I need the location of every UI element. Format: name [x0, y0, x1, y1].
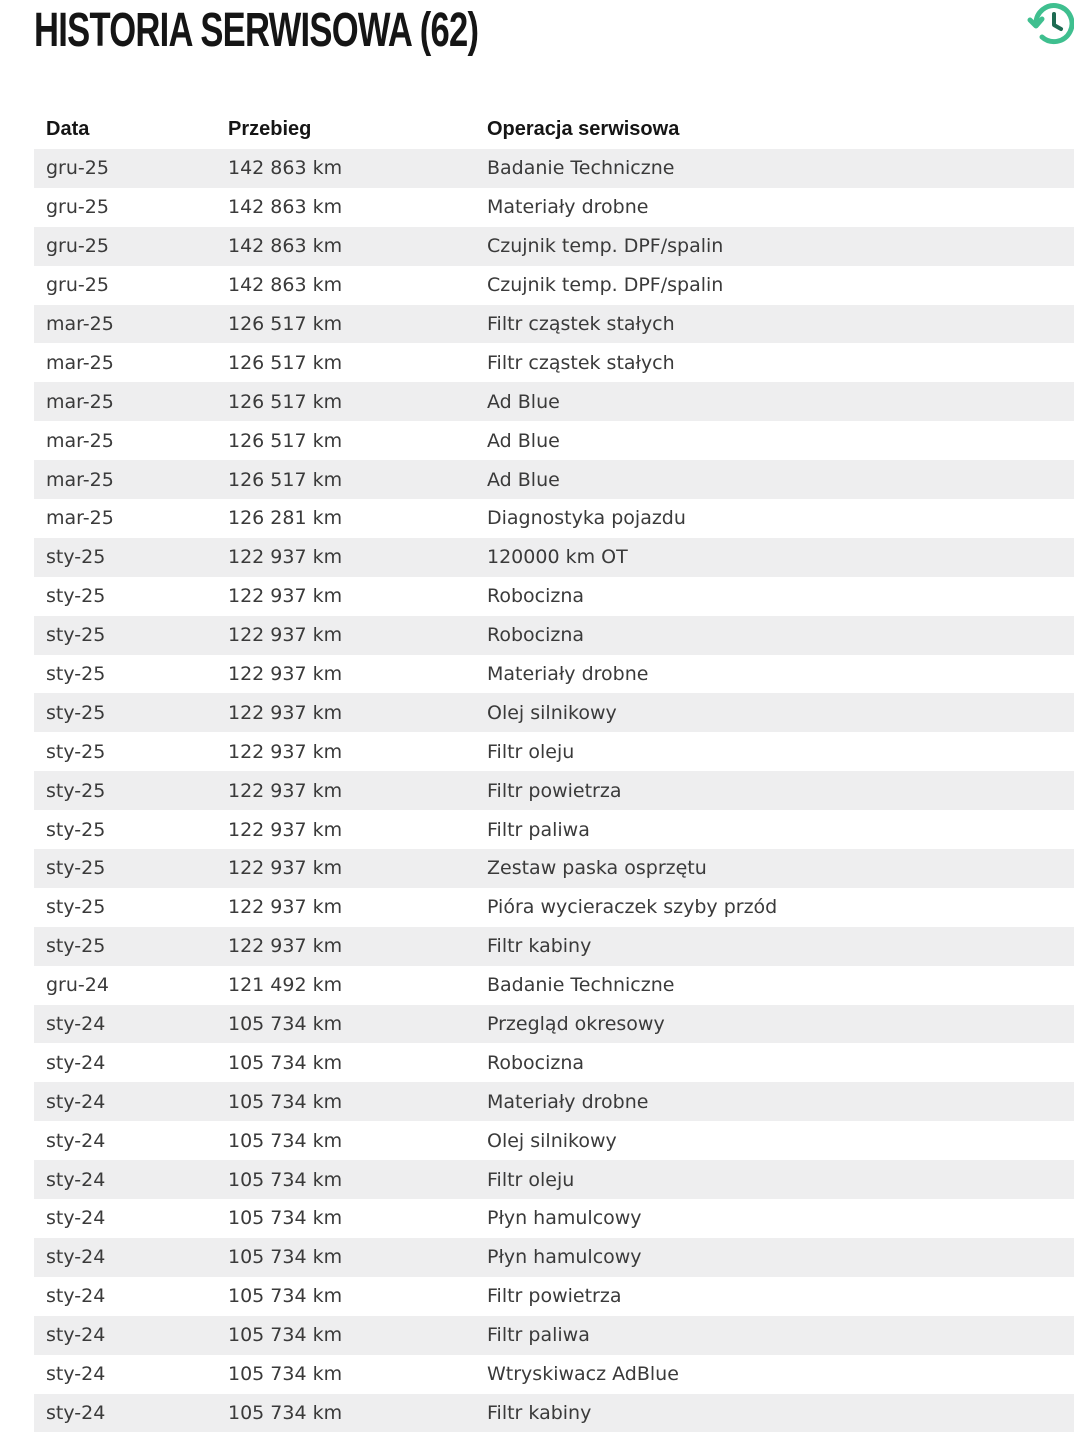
row-date: sty-24: [46, 1013, 106, 1036]
row-date: sty-25: [46, 818, 106, 841]
table-header: [34, 110, 1074, 149]
row-date: gru-24: [46, 974, 109, 997]
table-row: [34, 693, 1074, 732]
row-mileage: 142 863 km: [228, 157, 343, 180]
table-row: [34, 849, 1074, 888]
page-title: HISTORIA SERWISOWA (62): [34, 4, 479, 57]
row-date: sty-24: [46, 1285, 106, 1308]
row-operation: Filtr oleju: [487, 740, 575, 763]
row-operation: Wtryskiwacz AdBlue: [487, 1363, 679, 1386]
row-mileage: 126 517 km: [228, 390, 343, 413]
table-row: [34, 1394, 1074, 1433]
row-date: mar-25: [46, 390, 114, 413]
row-mileage: 122 937 km: [228, 585, 343, 608]
table-row: [34, 1316, 1074, 1355]
row-operation: Badanie Techniczne: [487, 974, 675, 997]
table-row: [34, 966, 1074, 1005]
row-date: sty-25: [46, 546, 106, 569]
row-mileage: 105 734 km: [228, 1324, 343, 1347]
row-mileage: 105 734 km: [228, 1401, 343, 1424]
row-mileage: 122 937 km: [228, 740, 343, 763]
table-body: [34, 149, 1074, 1432]
row-date: gru-25: [46, 274, 109, 297]
row-operation: Ad Blue: [487, 390, 560, 413]
table-row: [34, 732, 1074, 771]
table-row: [34, 927, 1074, 966]
row-mileage: 122 937 km: [228, 546, 343, 569]
row-mileage: 122 937 km: [228, 663, 343, 686]
row-operation: Robocizna: [487, 585, 585, 608]
row-mileage: 126 281 km: [228, 507, 343, 530]
row-mileage: 105 734 km: [228, 1090, 343, 1113]
table-row: [34, 1005, 1074, 1044]
row-operation: Czujnik temp. DPF/spalin: [487, 235, 724, 258]
row-date: gru-25: [46, 235, 109, 258]
row-operation: Olej silnikowy: [487, 1129, 617, 1152]
table-row: [34, 1160, 1074, 1199]
header-operation: Operacja serwisowa: [487, 118, 680, 140]
row-mileage: 105 734 km: [228, 1168, 343, 1191]
row-operation: Ad Blue: [487, 468, 560, 491]
row-mileage: 126 517 km: [228, 351, 343, 374]
table-row: [34, 266, 1074, 305]
table-row: [34, 538, 1074, 577]
table-row: [34, 655, 1074, 694]
row-mileage: 122 937 km: [228, 701, 343, 724]
row-mileage: 122 937 km: [228, 818, 343, 841]
table-row: [34, 616, 1074, 655]
row-mileage: 105 734 km: [228, 1363, 343, 1386]
row-mileage: 122 937 km: [228, 624, 343, 647]
row-date: mar-25: [46, 351, 114, 374]
row-mileage: 105 734 km: [228, 1013, 343, 1036]
row-date: gru-25: [46, 196, 109, 219]
table-row: [34, 1082, 1074, 1121]
row-mileage: 105 734 km: [228, 1285, 343, 1308]
table-row: [34, 460, 1074, 499]
row-operation: Robocizna: [487, 1051, 585, 1074]
row-operation: Robocizna: [487, 624, 585, 647]
service-history-table: [34, 110, 1074, 1432]
row-date: sty-24: [46, 1051, 106, 1074]
row-operation: Czujnik temp. DPF/spalin: [487, 274, 724, 297]
row-date: sty-24: [46, 1207, 106, 1230]
table-row: [34, 1199, 1074, 1238]
row-mileage: 126 517 km: [228, 468, 343, 491]
row-operation: Zestaw paska osprzętu: [487, 857, 707, 880]
table-row: [34, 1277, 1074, 1316]
row-mileage: 126 517 km: [228, 429, 343, 452]
row-operation: Olej silnikowy: [487, 701, 617, 724]
header-mileage: Przebieg: [228, 118, 312, 140]
row-mileage: 122 937 km: [228, 896, 343, 919]
row-mileage: 142 863 km: [228, 196, 343, 219]
table-row: [34, 188, 1074, 227]
table-row: [34, 305, 1074, 344]
table-row: [34, 1121, 1074, 1160]
row-operation: Materiały drobne: [487, 663, 649, 686]
row-mileage: 142 863 km: [228, 235, 343, 258]
row-operation: Materiały drobne: [487, 1090, 649, 1113]
row-operation: Przegląd okresowy: [487, 1013, 665, 1036]
row-operation: Filtr cząstek stałych: [487, 313, 675, 335]
table-row: [34, 1043, 1074, 1082]
row-date: sty-24: [46, 1324, 106, 1347]
row-operation: Filtr paliwa: [487, 818, 590, 841]
row-operation: Filtr kabiny: [487, 935, 592, 958]
table-row: [34, 810, 1074, 849]
row-date: sty-25: [46, 935, 106, 958]
row-date: sty-25: [46, 624, 106, 647]
row-date: sty-25: [46, 779, 106, 802]
history-icon-graphic: [1024, 0, 1074, 46]
header-date: Data: [46, 118, 90, 140]
row-mileage: 105 734 km: [228, 1051, 343, 1074]
row-date: mar-25: [46, 468, 114, 491]
table-row: [34, 577, 1074, 616]
table-row: [34, 149, 1074, 188]
row-date: mar-25: [46, 429, 114, 452]
table-row: [34, 382, 1074, 421]
history-icon[interactable]: [1024, 0, 1074, 46]
table-row: [34, 499, 1074, 538]
row-operation: Filtr oleju: [487, 1168, 575, 1191]
row-operation: 120000 km OT: [487, 546, 628, 569]
row-mileage: 121 492 km: [228, 974, 343, 997]
row-operation: Filtr powietrza: [487, 779, 622, 802]
row-operation: Badanie Techniczne: [487, 157, 675, 180]
row-mileage: 122 937 km: [228, 935, 343, 958]
row-operation: Ad Blue: [487, 429, 560, 452]
row-date: sty-25: [46, 740, 106, 763]
table-row: [34, 343, 1074, 382]
table-row: [34, 227, 1074, 266]
row-operation: Materiały drobne: [487, 196, 649, 219]
table-row: [34, 421, 1074, 460]
table-row: [34, 1355, 1074, 1394]
row-operation: Filtr powietrza: [487, 1285, 622, 1308]
table-row: [34, 888, 1074, 927]
row-operation: Płyn hamulcowy: [487, 1207, 642, 1230]
table-row: [34, 771, 1074, 810]
row-date: sty-25: [46, 585, 106, 608]
row-mileage: 105 734 km: [228, 1207, 343, 1230]
row-date: sty-24: [46, 1129, 106, 1152]
row-date: sty-24: [46, 1363, 106, 1386]
row-date: mar-25: [46, 507, 114, 530]
row-mileage: 126 517 km: [228, 313, 343, 335]
row-mileage: 105 734 km: [228, 1129, 343, 1152]
row-operation: Filtr kabiny: [487, 1401, 592, 1424]
row-date: sty-25: [46, 663, 106, 686]
row-date: sty-25: [46, 701, 106, 724]
row-date: sty-24: [46, 1401, 106, 1424]
row-mileage: 122 937 km: [228, 779, 343, 802]
row-operation: Filtr cząstek stałych: [487, 351, 675, 374]
row-date: mar-25: [46, 313, 114, 335]
row-operation: Filtr paliwa: [487, 1324, 590, 1347]
row-mileage: 105 734 km: [228, 1246, 343, 1269]
row-date: sty-24: [46, 1090, 106, 1113]
row-date: gru-25: [46, 157, 109, 180]
row-operation: Płyn hamulcowy: [487, 1246, 642, 1269]
row-operation: Diagnostyka pojazdu: [487, 507, 686, 530]
row-date: sty-25: [46, 857, 106, 880]
row-date: sty-25: [46, 896, 106, 919]
row-operation: Pióra wycieraczek szyby przód: [487, 896, 778, 919]
row-date: sty-24: [46, 1246, 106, 1269]
row-mileage: 122 937 km: [228, 857, 343, 880]
row-mileage: 142 863 km: [228, 274, 343, 297]
row-date: sty-24: [46, 1168, 106, 1191]
table-row: [34, 1238, 1074, 1277]
